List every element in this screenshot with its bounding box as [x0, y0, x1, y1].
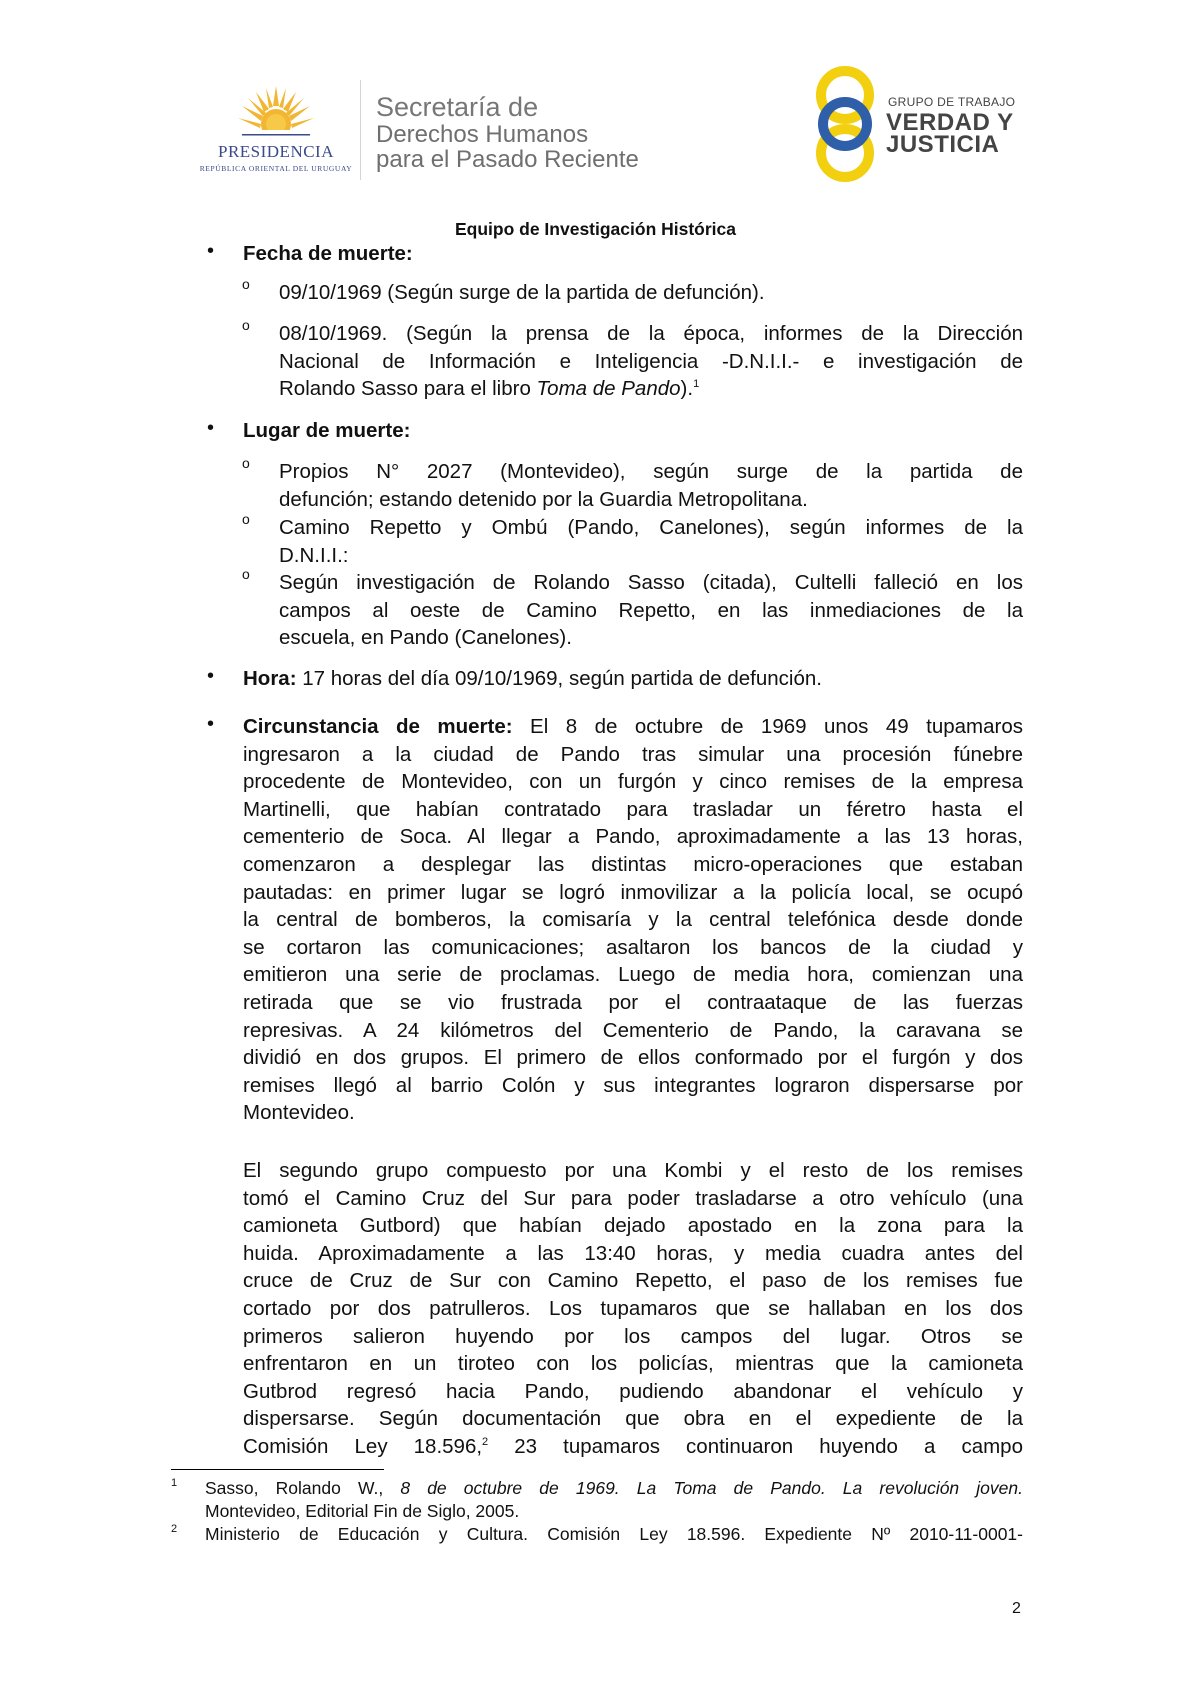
footnote-ref-1: 1 [693, 378, 700, 391]
circunstancia-label: Circunstancia de muerte: [243, 715, 513, 738]
footnote-separator [171, 1469, 384, 1470]
sub-marker: o [242, 455, 250, 471]
hora-item: Hora: 17 horas del día 09/10/1969, según partida de defunción. [243, 667, 822, 690]
sub-marker: o [242, 317, 250, 333]
bullet-marker: • [207, 713, 215, 735]
footnote-1: Sasso, Rolando W., 8 de octubre de 1969. La Toma de Pando. La revolución joven. Montevideo, Editorial Fin de Siglo, 2005. [205, 1478, 1023, 1521]
fecha-label: Fecha de muerte: [243, 242, 413, 265]
footnote-ref-2: 2 [482, 1436, 489, 1449]
lugar-item-3: Según investigación de Rolando Sasso (citada), Cultelli falleció en los campos al oeste de Camino Repetto, en las inmediaciones de la escuela, en Pando (Canelones). [279, 571, 1023, 650]
footnote-2: Ministerio de Educación y Cultura. Comisión Ley 18.596. Expediente Nº 2010-11-0001- [205, 1524, 1023, 1544]
sub-marker: o [242, 566, 250, 582]
secretaria-title-line2: Derechos Humanos [376, 121, 589, 148]
verdad-label: VERDAD Y [886, 109, 1014, 136]
justicia-label: JUSTICIA [886, 131, 1000, 158]
secretaria-title-line3: para el Pasado Reciente [376, 146, 639, 173]
fecha-item-2: 08/10/1969. (Según la prensa de la época, informes de la Dirección Nacional de Información e Inteligencia -D.N.I.I.- e investigación de Rolando Sasso para el libro Toma de Pando).$^1$ [279, 322, 1023, 401]
presidencia-logo [196, 84, 356, 184]
hora-label: Hora: [243, 667, 297, 690]
fecha-item-1: 09/10/1969 (Según surge de la partida de defunción). [279, 281, 765, 304]
secretaria-title-line1: Secretaría de [376, 92, 539, 122]
lugar-item-2: Camino Repetto y Ombú (Pando, Canelones), según informes de la D.N.I.I.: [279, 516, 1023, 567]
bullet-marker: • [207, 240, 215, 262]
republica-label: REPÚBLICA ORIENTAL DEL URUGUAY [199, 164, 353, 173]
presidencia-label: PRESIDENCIA [217, 142, 334, 161]
verdad-justicia-rings-icon [812, 62, 878, 186]
lugar-label: Lugar de muerte: [243, 419, 411, 442]
circunstancia-paragraph-1: Circunstancia de muerte: El 8 de octubre de 1969 unos 49 tupamaros ingresaron a la ciudad de Pando tras simular una procesión fúnebre procedente de Montevideo, con un furgón y cinco remises de la empresa Martinelli, que habían contratado para trasladar un féretro hasta el cementerio de Soca. Al llegar a Pando, aproximadamente a las 13 horas, comenzaron a desplegar las distintas micro-operaciones que estaban pautadas: en primer lugar se logró inmovilizar a la policía local, se ocupó la central de bomberos, la comisaría y la central telefónica desde donde se cortaron las comunicaciones; asaltaron los bancos de la ciudad y emitieron una serie de proclamas. Luego de media hora, comienzan una retirada que se vio frustrada por el contraataque de las fuerzas represivas. A 24 kilómetros del Cementerio de Pando, la caravana se dividió en dos grupos. El primero de ellos conformado por el furgón y dos remises llegó al barrio Colón y sus integrantes lograron dispersarse por Montevideo. [243, 715, 1023, 1125]
grupo-trabajo-label: GRUPO DE TRABAJO [888, 95, 1016, 109]
bullet-marker: • [207, 417, 215, 439]
lugar-item-1: Propios N° 2027 (Montevideo), según surge de la partida de defunción; estando detenido por la Guardia Metropolitana. [279, 460, 1023, 511]
page-number: 2 [1012, 1600, 1021, 1617]
footnote-2-number: 2 [171, 1523, 178, 1535]
circunstancia-paragraph-2: El segundo grupo compuesto por una Kombi y el resto de los remises tomó el Camino Cruz del Sur para poder trasladarse a otro vehículo (una camioneta Gutbord) que habían dejado apostado en la zona para la huida. Aproximadamente a las 13:40 horas, y media cuadra antes del cruce de Cruz de Sur con Camino Repetto, el paso de los remises fue cortado por dos patrulleros. Los tupamaros que se hallaban en los dos primeros salieron huyendo por los campos del lugar. Otros se enfrentaron en un tiroteo con los policías, mientras que la camioneta Gutbrod regresó hacia Pando, pudiendo abandonar el vehículo y dispersarse. Según documentación que obra en el expediente de la Comisión Ley 18.596,$^2$ 23 tupamaros continuaron huyendo a campo [243, 1159, 1023, 1458]
footnote-1-number: 1 [171, 1477, 178, 1489]
sub-marker: o [242, 511, 250, 527]
sun-icon [236, 84, 316, 140]
header-divider [360, 80, 361, 180]
sub-marker: o [242, 276, 250, 292]
bullet-marker: • [207, 665, 215, 687]
document-subtitle: Equipo de Investigación Histórica [454, 219, 737, 239]
